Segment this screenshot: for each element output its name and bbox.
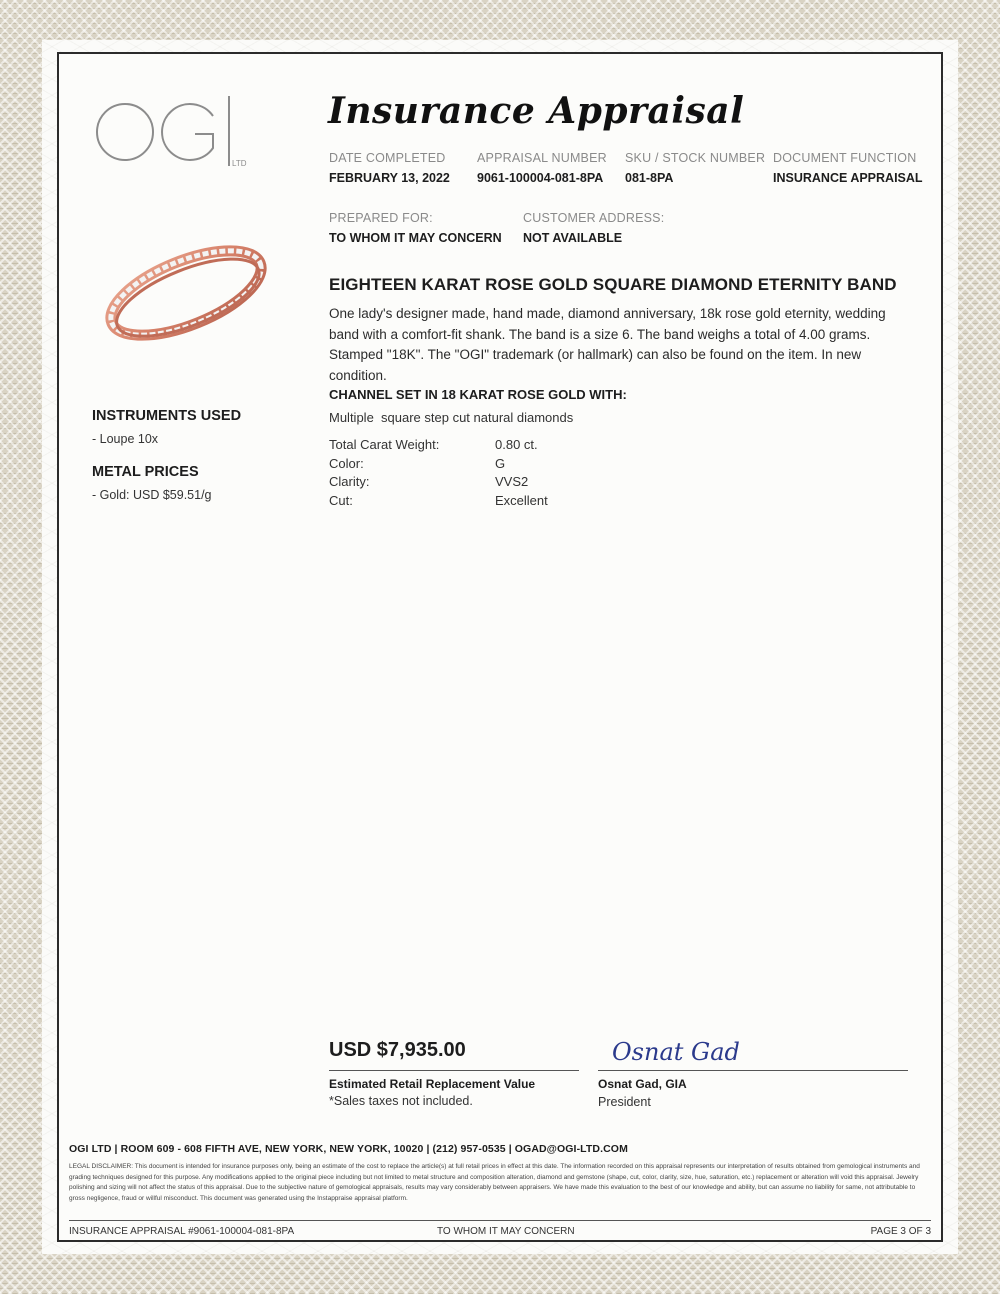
meta-sku: SKU / STOCK NUMBER 081-8PA	[625, 151, 766, 185]
page-number: PAGE 3 OF 3	[870, 1226, 931, 1237]
spec-row: Clarity: VVS2	[329, 474, 529, 489]
signer-name: Osnat Gad, GIA	[598, 1077, 687, 1091]
spec-row: Color: G	[329, 455, 506, 471]
signature-divider	[598, 1070, 908, 1071]
setting-heading: CHANNEL SET IN 18 KARAT ROSE GOLD WITH:	[329, 387, 627, 402]
metal-prices-section: METAL PRICES - Gold: USD $59.51/g	[92, 464, 212, 502]
ring-photo	[96, 218, 276, 363]
svg-text:Osnat Gad: Osnat Gad	[612, 1038, 740, 1066]
spec-row: Cut: Excellent	[329, 492, 548, 508]
legal-disclaimer: LEGAL DISCLAIMER: This document is intended for insurance purposes only, being an estimate of the cost to replace the article(s) at full retail prices in effect at this date. The information recorded on this appraisal represents our interpretation of results obtained from gemological instruments and grading techniques designed for this purpose. Any modifications applied to the original piece including but not limited to metal structure and composition alteration, diamond and gemstone (shape, cut, color, clarity, size, hue, saturation, etc.) replacement or alteration will void this appraisal. Jewelry polishing and sizing will not affect the status of this appraisal. Due to the subjective nature of gemological appraisals, results may vary considerably between appraisers. We have made this evaluation to the best of our knowledge and ability, but can assume no liability for same, not attributable to gross negligence, fraud or willful misconduct. This document was generated using the Instappraise appraisal platform.	[69, 1163, 920, 1202]
instruments-section: INSTRUMENTS USED - Loupe 10x	[92, 408, 242, 446]
company-contact: OGI LTD | ROOM 609 - 608 FIFTH AVE, NEW YORK, NEW YORK, 10020 | (212) 957-0535 | OGAD@OGI-LTD.COM	[69, 1143, 628, 1155]
ogi-logo	[95, 94, 255, 174]
customer-address: CUSTOMER ADDRESS: NOT AVAILABLE	[523, 211, 665, 245]
page-footer	[69, 1220, 931, 1237]
logo-suffix: LTD	[232, 159, 247, 168]
value-label: Estimated Retail Replacement Value	[329, 1077, 536, 1091]
value-divider	[329, 1070, 579, 1071]
footer-recipient: TO WHOM IT MAY CONCERN	[437, 1226, 575, 1237]
replacement-value: USD $7,935.00	[329, 1039, 466, 1061]
meta-appraisal-number: APPRAISAL NUMBER 9061-100004-081-8PA	[477, 151, 607, 185]
prepared-for: PREPARED FOR: TO WHOM IT MAY CONCERN	[329, 211, 502, 245]
meta-document-function: DOCUMENT FUNCTION INSURANCE APPRAISAL	[773, 151, 923, 185]
item-description: One lady's designer made, hand made, diamond anniversary, 18k rose gold eternity, wedding band with a comfort-fit shank. The band is a size 6. The band weighs a total of 4.00 grams. Stamped "18K". The "OGI" trademark (or hallmark) can also be found on the item. In new condition.	[329, 306, 886, 383]
signature	[610, 1030, 740, 1070]
document-title: Insurance Appraisal	[328, 90, 745, 132]
footer-appraisal-ref: INSURANCE APPRAISAL #9061-100004-081-8PA	[69, 1226, 295, 1237]
stone-description: Multiple square step cut natural diamonds	[329, 410, 574, 425]
signer-role: President	[598, 1095, 651, 1109]
spec-row: Total Carat Weight: 0.80 ct.	[329, 437, 538, 452]
meta-date: DATE COMPLETED FEBRUARY 13, 2022	[329, 151, 450, 185]
item-title: EIGHTEEN KARAT ROSE GOLD SQUARE DIAMOND ETERNITY BAND	[329, 275, 897, 294]
spec-table	[329, 437, 548, 511]
tax-note: *Sales taxes not included.	[329, 1094, 473, 1108]
